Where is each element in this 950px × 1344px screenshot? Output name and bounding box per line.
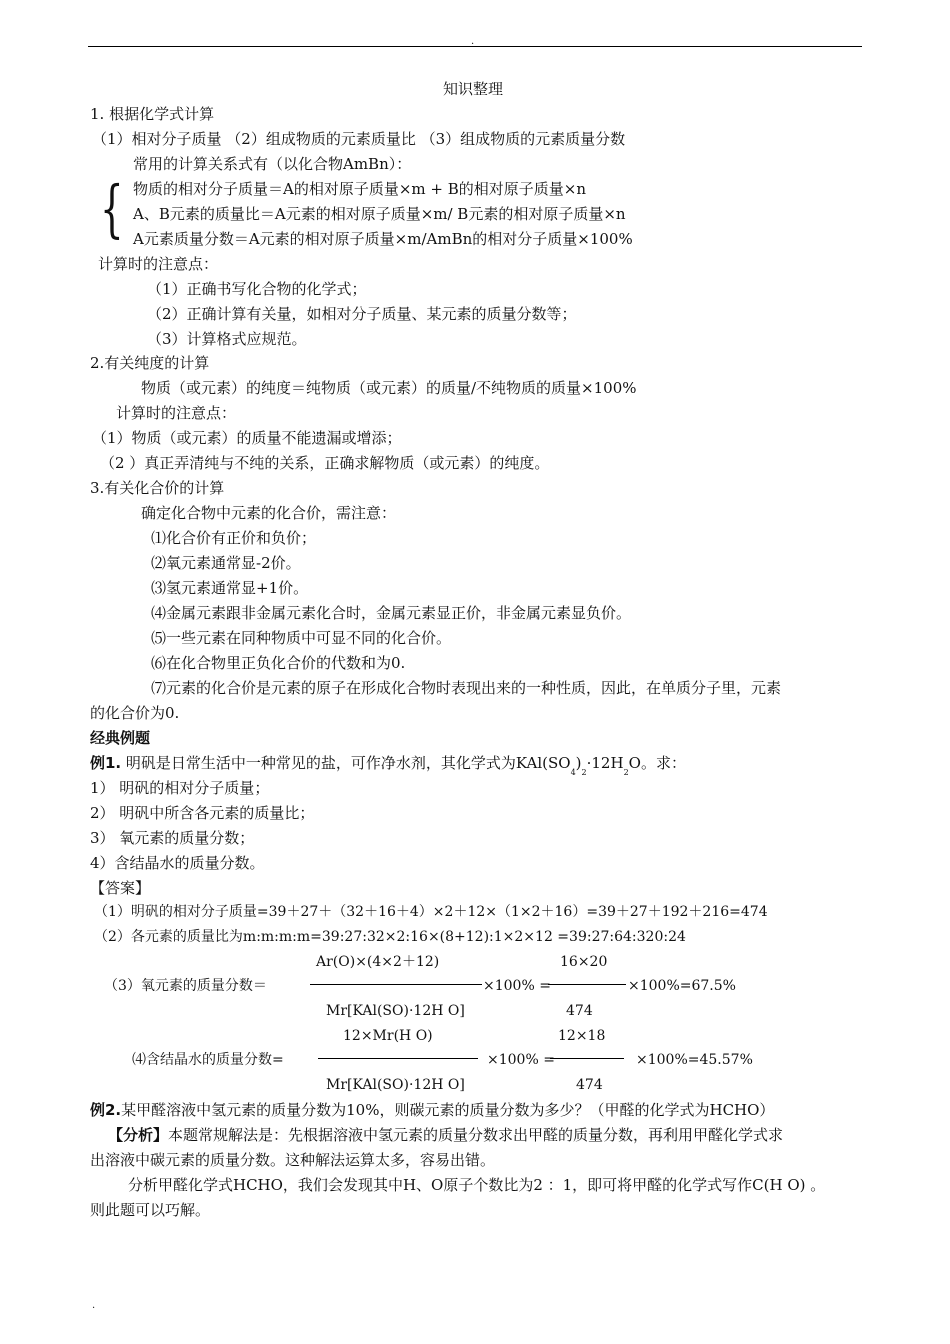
example1-mid: ·12H: [586, 754, 624, 772]
rule-3: ⑶氢元素通常显+1价。: [151, 579, 309, 597]
section2-note: 计算时的注意点：: [116, 404, 237, 422]
fraction4-bar: [318, 1058, 478, 1059]
analysis-text-1: 本题常规解法是：先根据溶液中氢元素的质量分数求出甲醛的质量分数，再利用甲醛化学式求: [168, 1126, 784, 1144]
analysis-label: 【分析】: [108, 1126, 169, 1144]
rule-4: ⑷金属元素跟非金属元素化合时，金属元素显正价，非金属元素显负价。: [151, 604, 632, 622]
rule-7b: 的化合价为0.: [90, 704, 180, 722]
answer-4-times: ×100% =: [487, 1052, 555, 1068]
fraction4b-denominator: 474: [576, 1077, 603, 1093]
rule-7a: ⑺元素的化合价是元素的原子在形成化合物时表现出来的一种性质，因此，在单质分子里，元素: [151, 679, 782, 697]
example1-q1: 1） 明矾的相对分子质量；: [90, 779, 270, 797]
example2-text: 某甲醛溶液中氢元素的质量分数为10%，则碳元素的质量分数为多少？（甲醛的化学式为HCHO）: [121, 1101, 775, 1119]
fraction3b-numerator: 16×20: [560, 954, 608, 970]
fraction3b-bar: [548, 984, 626, 985]
example1-sub2: 2: [581, 768, 587, 777]
answer-3-result: ×100%=67.5%: [628, 978, 736, 994]
formula-mass-ratio: A、B元素的质量比＝A元素的相对原子质量×m/ B元素的相对原子质量×n: [133, 205, 626, 223]
analysis-line-2: 出溶液中碳元素的质量分数。这种解法运算太多，容易出错。: [90, 1151, 496, 1169]
section2-note-2: （2 ）真正弄清纯与不纯的关系，正确求解物质（或元素）的纯度。: [100, 454, 550, 472]
section2-formula: 物质（或元素）的纯度＝纯物质（或元素）的质量/不纯物质的质量×100%: [141, 379, 637, 397]
answer-3-label: （3）氧元素的质量分数＝: [104, 978, 267, 994]
answer-label: 【答案】: [90, 879, 151, 897]
section1-items: （1）相对分子质量 （2）组成物质的元素质量比 （3）组成物质的元素质量分数: [92, 130, 626, 148]
footer-mark: .: [92, 1300, 96, 1311]
answer-2-pre: （2）各元素的质量比为m: [94, 929, 257, 945]
example1-label: 例1.: [90, 754, 122, 772]
example2-label: 例2.: [90, 1101, 122, 1119]
section2-note-1: （1）物质（或元素）的质量不能遗漏或增添；: [92, 429, 402, 447]
section1-note-1: （1）正确书写化合物的化学式；: [147, 280, 367, 298]
example1-q2: 2） 明矾中所含各元素的质量比；: [90, 804, 315, 822]
rule-6: ⑹在化合物里正负化合价的代数和为0.: [151, 654, 406, 672]
examples-heading: 经典例题: [90, 729, 151, 747]
answer-3-times: ×100% =: [483, 978, 551, 994]
example1-text: 明矾是日常生活中一种常见的盐，可作净水剂，其化学式为KAl(SO: [125, 754, 571, 772]
fraction3-denominator: Mr[KAl(SO)·12H O]: [326, 1003, 465, 1019]
fraction4b-bar: [550, 1058, 624, 1059]
section1-intro: 常用的计算关系式有（以化合物AmBn）：: [133, 155, 412, 173]
section1-heading: 1. 根据化学式计算: [90, 105, 215, 123]
rule-1: ⑴化合价有正价和负价；: [151, 529, 317, 547]
example1-sub3: 2: [623, 768, 629, 777]
section1-note: 计算时的注意点：: [98, 255, 219, 273]
left-brace: {: [100, 172, 124, 245]
fraction3-bar: [310, 984, 482, 985]
fraction4-denominator: Mr[KAl(SO)·12H O]: [326, 1077, 465, 1093]
header-rule: [88, 46, 862, 47]
fraction3b-denominator: 474: [566, 1003, 593, 1019]
analysis-line-4: 则此题可以巧解。: [90, 1201, 211, 1219]
fraction4-numerator: 12×Mr(H O): [343, 1028, 433, 1044]
analysis-line-1: [108, 1125, 783, 1145]
fraction3-numerator: Ar(O)×(4×2＋12): [316, 954, 440, 970]
analysis-line-3: 分析甲醛化学式HCHO，我们会发现其中H、O原子个数比为2 ：1，即可将甲醛的化学式写作C(H O) 。: [128, 1176, 826, 1194]
rule-5: ⑸一些元素在同种物质中可显不同的化合价。: [151, 629, 452, 647]
example1-sub1: 4: [570, 768, 576, 777]
answer-4-label: ⑷含结晶水的质量分数=: [132, 1052, 284, 1068]
example1-end: O。求：: [628, 754, 686, 772]
example1-question: 例1. 明矾是日常生活中一种常见的盐，可作净水剂，其化学式为$KAl(SO_4)_2\cdot 12H_2O$。求：: [90, 754, 686, 777]
answer-2-rest: :m:m:m=39:27:32×2:16×(8+12):1×2×12 =39:27:64:320:24: [256, 929, 686, 945]
answer-2: [94, 927, 686, 947]
rule-2: ⑵氧元素通常显-2价。: [151, 554, 301, 572]
section2-heading: 2.有关纯度的计算: [90, 354, 210, 372]
answer-1: （1）明矾的相对分子质量=39＋27＋（32＋16＋4）×2＋12×（1×2＋16）=39＋27＋192＋216=474: [94, 904, 768, 920]
answer-4-result: ×100%=45.57%: [636, 1052, 753, 1068]
header-mark: .: [471, 36, 475, 47]
formula-molecular-mass: 物质的相对分子质量＝A的相对原子质量×m + B的相对原子质量×n: [133, 180, 586, 198]
fraction4b-numerator: 12×18: [558, 1028, 606, 1044]
example1-q4: 4）含结晶水的质量分数。: [90, 854, 265, 872]
section3-heading: 3.有关化合价的计算: [90, 479, 225, 497]
section1-note-2: （2）正确计算有关量，如相对分子质量、某元素的质量分数等；: [147, 305, 577, 323]
example2-question: [90, 1100, 774, 1120]
section1-note-3: （3）计算格式应规范。: [147, 330, 307, 348]
formula-mass-fraction: A元素质量分数＝A元素的相对原子质量×m/AmBn的相对分子质量×100%: [133, 230, 633, 248]
example1-q3: 3） 氧元素的质量分数；: [90, 829, 255, 847]
page-title: 知识整理: [443, 80, 504, 98]
section3-intro: 确定化合物中元素的化合价，需注意：: [141, 504, 397, 522]
